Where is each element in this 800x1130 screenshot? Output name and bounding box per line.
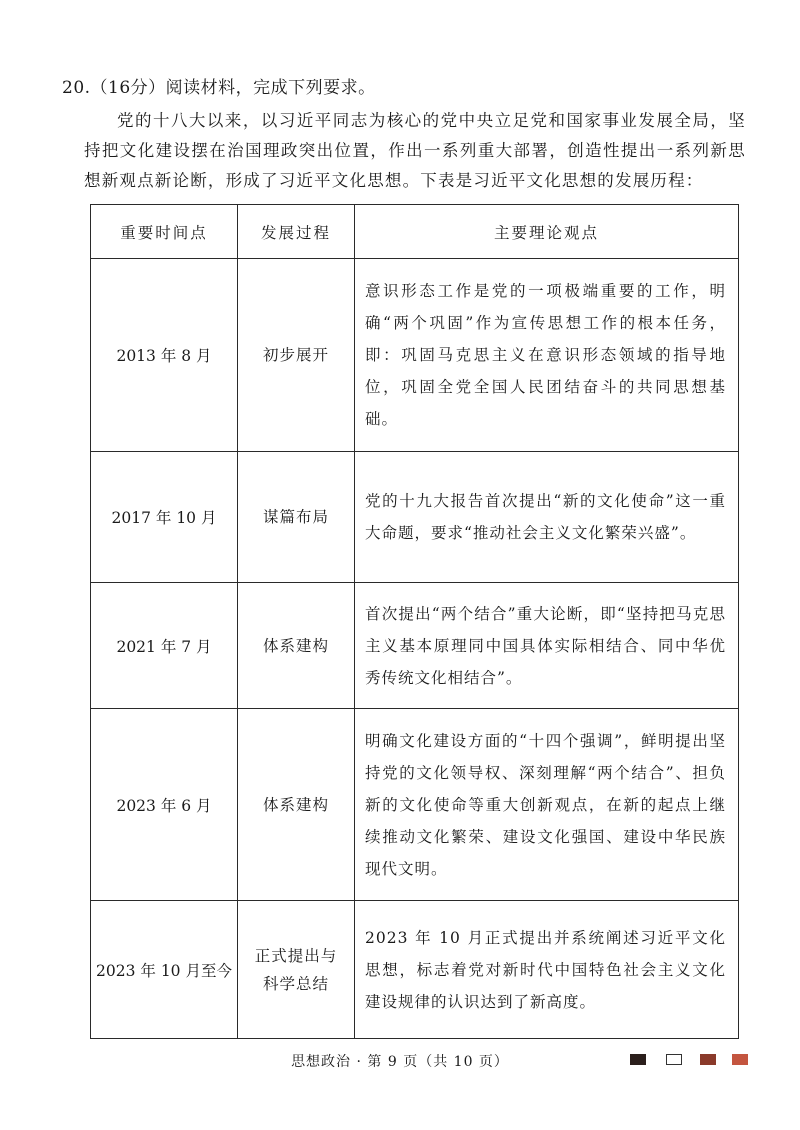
header-stage: 发展过程 <box>238 205 355 259</box>
intro-paragraph: 党的十八大以来，以习近平同志为核心的党中央立足党和国家事业发展全局，坚持把文化建设摆在治国理政突出位置，作出一系列重大部署，创造性提出一系列新思想新观点新论断，形成了习近平文化思想。下表是习近平文化思想的发展历程： <box>84 111 746 190</box>
table-row <box>91 583 739 709</box>
stage-line: 科学总结 <box>262 974 329 993</box>
row-stage <box>238 259 355 452</box>
stage-line: 初步展开 <box>262 346 329 364</box>
stage-line: 谋篇布局 <box>262 508 329 526</box>
dark-mark <box>630 1054 646 1065</box>
outline-mark <box>666 1054 682 1065</box>
row-stage <box>238 901 355 1039</box>
table-header-row <box>91 205 739 259</box>
row-view: 首次提出“两个结合”重大论断，即“坚持把马克思主义基本原理同中国具体实际相结合、同中华优秀传统文化相结合”。 <box>355 583 739 709</box>
table-row <box>91 452 739 583</box>
row-view: 2023 年 10 月正式提出并系统阐述习近平文化思想，标志着党对新时代中国特色社会主义文化建设规律的认识达到了新高度。 <box>355 901 739 1039</box>
header-view: 主要理论观点 <box>355 205 739 259</box>
row-stage <box>238 452 355 583</box>
stage-line: 体系建构 <box>262 636 329 655</box>
row-time: 2021 年 7 月 <box>91 583 238 709</box>
row-time: 2017 年 10 月 <box>91 452 238 583</box>
header-time: 重要时间点 <box>91 205 238 259</box>
row-view: 意识形态工作是党的一项极端重要的工作，明确“两个巩固”作为宣传思想工作的根本任务，即：巩固马克思主义在意识形态领域的指导地位，巩固全党全国人民团结奋斗的共同思想基础。 <box>355 259 739 452</box>
row-view: 明确文化建设方面的“十四个强调”，鲜明提出坚持党的文化领导权、深刻理解“两个结合”、担负新的文化使命等重大创新观点，在新的起点上继续推动文化繁荣、建设文化强国、建设中华民族现代文明。 <box>355 709 739 901</box>
row-stage <box>238 583 355 709</box>
page-footer: 思想政治 · 第 9 页（共 10 页） <box>291 1054 509 1070</box>
row-time: 2013 年 8 月 <box>91 259 238 452</box>
table-row <box>91 709 739 901</box>
stage-line: 正式提出与 <box>254 946 338 965</box>
red-mark <box>732 1054 748 1065</box>
stage-line: 体系建构 <box>262 795 329 814</box>
question-intro <box>84 106 746 196</box>
row-view: 党的十九大报告首次提出“新的文化使命”这一重大命题，要求“推动社会主义文化繁荣兴盛”。 <box>355 452 739 583</box>
row-time: 2023 年 6 月 <box>91 709 238 901</box>
table-row <box>91 901 739 1039</box>
question-header: 20.（16分）阅读材料，完成下列要求。 <box>62 78 376 98</box>
row-time: 2023 年 10 月至今 <box>91 901 238 1039</box>
brown-mark <box>700 1054 716 1065</box>
table-row <box>91 259 739 452</box>
row-stage <box>238 709 355 901</box>
development-history-table <box>90 204 739 1039</box>
